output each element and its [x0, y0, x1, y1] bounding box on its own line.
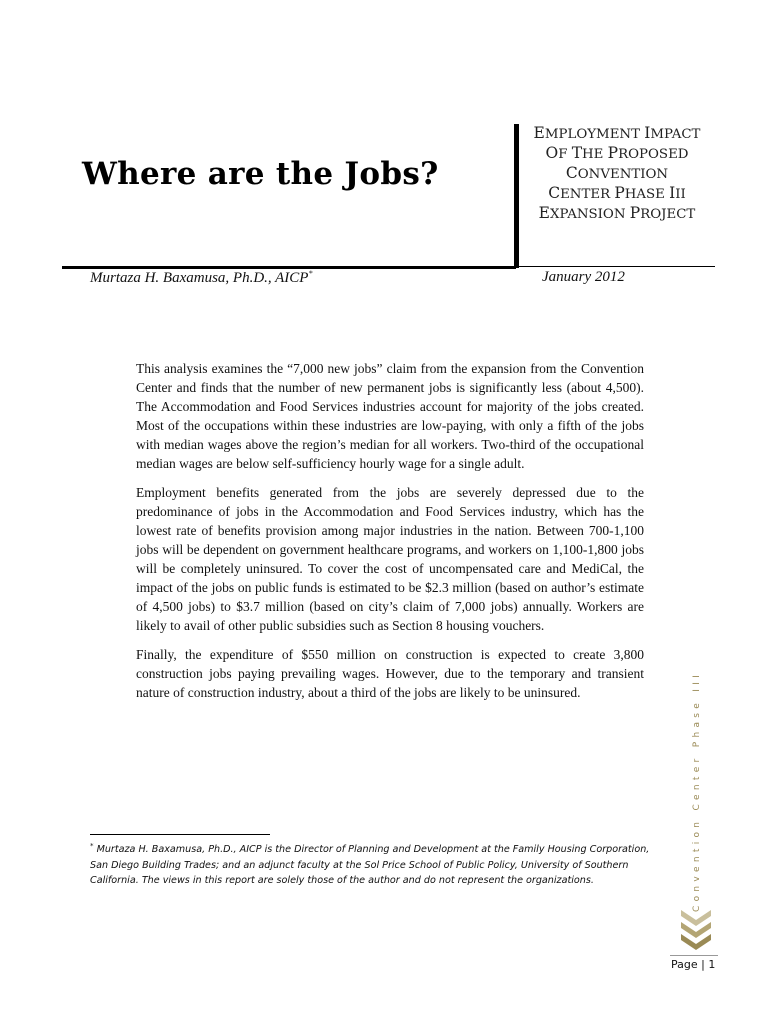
subtitle-line: EXPANSION PROJECT [538, 204, 696, 222]
subtitle-line: CENTER PHASE III [548, 184, 686, 202]
document-title: Where are the Jobs? [82, 156, 439, 192]
page-number: Page | 1 [671, 958, 716, 971]
footnote-marker: * [90, 842, 94, 850]
author-footnote-marker: * [308, 269, 313, 278]
author-line [90, 269, 312, 287]
footnote [90, 839, 650, 889]
footnote-text: Murtaza H. Baxamusa, Ph.D., AICP is the Director of Planning and Development at the Family Housing Corporation, San Diego Building Trades; and an adjunct faculty at the Sol Price School of Public Policy, University of Southern California. The views in this report are solely those of the author and do not represent the organizations. [90, 844, 650, 886]
footnote-separator [90, 834, 270, 835]
side-running-label: Convention Center Phase III [692, 670, 702, 912]
subtitle-line: CONVENTION [565, 164, 669, 182]
page-number-rule [670, 955, 718, 956]
publication-date: January 2012 [542, 269, 625, 285]
subtitle-line: EMPLOYMENT IMPACT [533, 124, 701, 142]
abstract-paragraph: Employment benefits generated from the jobs are severely depressed due to the predominance of jobs in the Accommodation and Food Services industry, which has the lowest rate of benefits provision among major industries in the nation. Between 700-1,100 jobs will be dependent on government healthcare programs, and workers on 1,100-1,800 jobs will be completely uninsured. To cover the cost of uncompensated care and MediCal, the impact of the jobs on public funds is estimated to be $2.3 million (based on author’s estimate of 4,500 jobs) to $3.7 million (based on city’s claim of 7,000 jobs) annually. Workers are likely to avail of other public subsidies such as Section 8 housing vouchers. [136, 485, 644, 633]
author-name: Murtaza H. Baxamusa, Ph.D., AICP [90, 270, 309, 286]
subtitle-line: OF THE PROPOSED [545, 144, 689, 162]
title-divider-vertical [514, 124, 519, 268]
abstract-body [136, 359, 644, 712]
subtitle-underline [519, 266, 715, 267]
subtitle-box [520, 124, 714, 224]
chevron-logo-icon [679, 908, 713, 954]
abstract-paragraph: Finally, the expenditure of $550 million on construction is expected to create 3,800 construction jobs paying prevailing wages. However, due to the temporary and transient nature of construction industry, about a third of the jobs are likely to be uninsured. [136, 647, 644, 700]
abstract-paragraph: This analysis examines the “7,000 new jobs” claim from the expansion from the Convention Center and finds that the number of new permanent jobs is significantly less (about 4,500). The Accommodation and Food Services industries account for majority of the jobs created. Most of the occupations within these industries are low-paying, with only a fifth of the jobs with median wages above the region’s median for all workers. Two-third of the occupational median wages are below self-sufficiency hourly wage for a single adult. [136, 361, 644, 471]
